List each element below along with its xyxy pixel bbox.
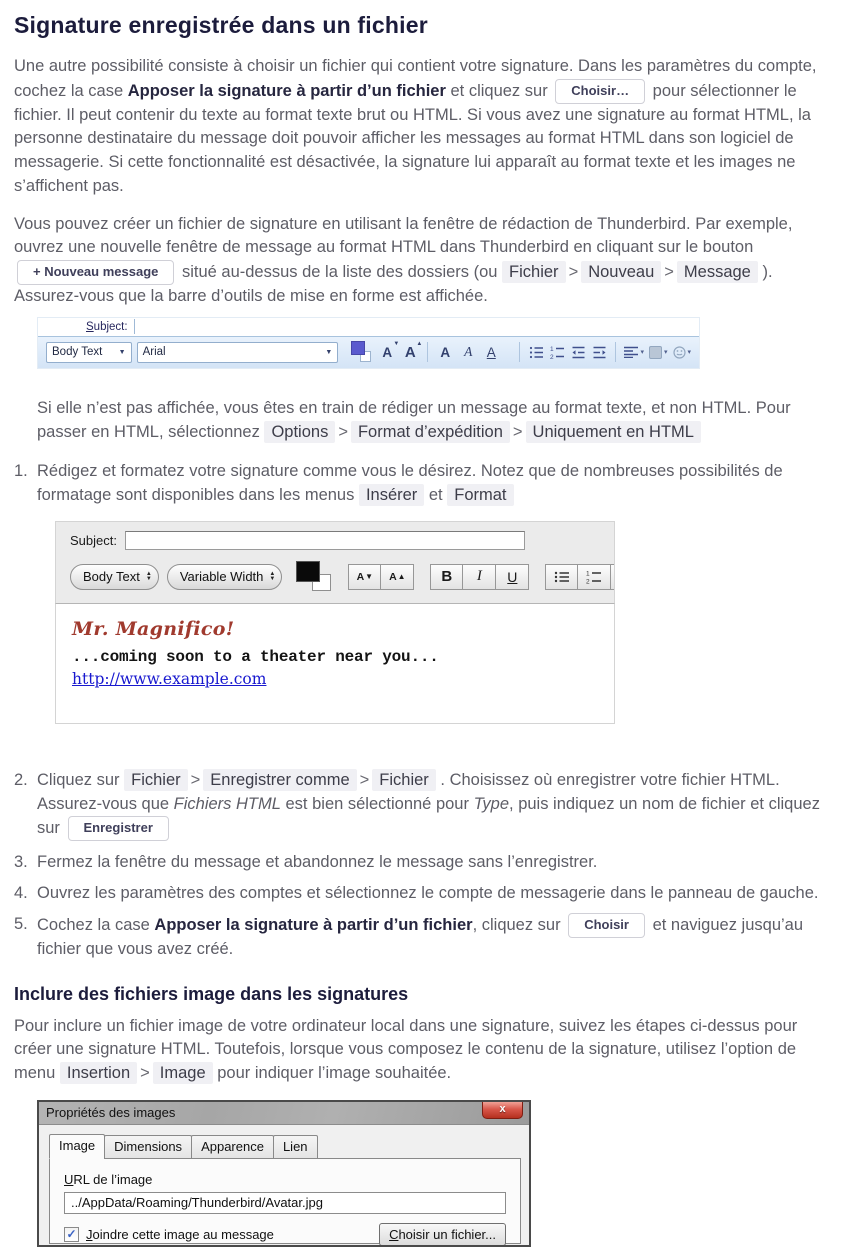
- bold-button[interactable]: B: [430, 564, 463, 590]
- subject-label: Subject:: [86, 320, 128, 333]
- menu-item-chip: Fichier: [372, 769, 436, 791]
- text-run: ). Assurez-vous que la barre d’outils de mise en forme est affichée.: [14, 263, 773, 306]
- chevron-down-icon: ▾: [687, 349, 692, 357]
- font-size-buttons: [348, 564, 414, 590]
- menu-item-chip: Enregistrer comme: [203, 769, 356, 791]
- block-icon: [649, 346, 662, 359]
- tab-lien[interactable]: Lien: [273, 1135, 318, 1159]
- menu-item-chip: Message: [677, 261, 758, 283]
- underline-button[interactable]: A: [486, 344, 496, 360]
- font-value: Variable Width: [179, 569, 264, 585]
- text-run: pour sélectionner le fichier. Il peut contenir du texte au format texte brut ou HTML. Si vous avez une signature au format HTML, la personne destinataire du message doit pouvoir afficher les messages au format HTML dans son logiciel de messagerie. Si cette fonctionnalité est désactivée, la signature lui apparaît au format texte et les images ne s’affichent pas.: [14, 81, 811, 195]
- svg-text:1: 1: [549, 345, 554, 353]
- foreground-color-swatch: [351, 341, 365, 355]
- subject-input[interactable]: [125, 531, 525, 550]
- svg-text:1: 1: [586, 570, 590, 578]
- svg-text:2: 2: [586, 578, 590, 584]
- toolbar-divider: [427, 342, 428, 362]
- chevron-down-icon: ▾: [640, 349, 644, 357]
- paragraph-style-value: Body Text: [83, 569, 140, 585]
- step-number: 4.: [14, 884, 28, 903]
- alignment-dropdown[interactable]: [624, 346, 644, 358]
- text-run: Cochez la case: [37, 915, 155, 934]
- increase-font-size-button[interactable]: A ▲: [381, 564, 414, 590]
- page-title: Signature enregistrée dans un fichier: [14, 12, 428, 38]
- bold-button[interactable]: A: [440, 344, 451, 360]
- increase-font-size-button[interactable]: A ▲: [404, 341, 423, 361]
- arrow-down-icon: ▼: [393, 341, 400, 348]
- choose-file-button[interactable]: Choisir un fichier...: [379, 1223, 506, 1246]
- text-run: , cliquez sur: [472, 915, 566, 934]
- screenshot-windows-compose-toolbar: [37, 317, 700, 369]
- text-run: Fermez la fenêtre du message et abandonnez le message sans l’enregistrer.: [37, 853, 598, 872]
- signature-tagline: ...coming soon to a theater near you...: [72, 647, 439, 666]
- dialog-tabs: [49, 1135, 529, 1159]
- screenshot-image-properties-dialog: [37, 1100, 531, 1247]
- menu-path-separator: >: [512, 422, 523, 441]
- arrow-up-icon: ▲: [397, 572, 406, 582]
- checkbox-checked-icon[interactable]: ✓: [64, 1227, 79, 1242]
- chevron-down-icon: ▼: [325, 348, 333, 356]
- font-select[interactable]: [137, 342, 339, 363]
- menu-item-chip: Options: [264, 421, 335, 443]
- bold-text: Apposer la signature à partir d’un fichier: [154, 915, 473, 934]
- compose-window-chrome: [55, 521, 615, 603]
- arrow-up-icon: ▲: [416, 341, 423, 348]
- menu-item-chip: Nouveau: [581, 261, 661, 283]
- signature-link[interactable]: http://www.example.com: [72, 669, 267, 688]
- decrease-font-size-button[interactable]: A ▼: [382, 341, 400, 360]
- italic-button[interactable]: A: [464, 344, 473, 360]
- step-text: [37, 851, 835, 875]
- text-run: Pour inclure un fichier image de votre ordinateur local dans une signature, suivez les étapes ci-dessus pour créer une signature HTML. Toutefois, lorsque vous composez le contenu de la signature, utilisez l’option de menu: [14, 1016, 798, 1082]
- step-number: 5.: [14, 914, 28, 933]
- text-run: et: [424, 486, 448, 505]
- text-color-picker[interactable]: [351, 341, 373, 363]
- list-buttons: [545, 564, 614, 590]
- stepper-icon: ▲ ▼: [145, 570, 152, 582]
- text-run: , puis indiquez un nom de fichier et cliquez sur: [37, 794, 820, 838]
- image-url-label: URL de l’image: [64, 1171, 153, 1187]
- text-style-buttons: [430, 564, 529, 590]
- dialog-titlebar: [39, 1102, 529, 1125]
- text-run: et cliquez sur: [445, 81, 553, 100]
- text-run: Vous pouvez créer un fichier de signature en utilisant la fenêtre de rédaction de Thunderbird. Par exemple, ouvrez une nouvelle fenêtre de message au format HTML dans Thunderbird en cliquant sur le bouton: [14, 214, 793, 257]
- menu-item-chip: Insertion: [60, 1062, 137, 1084]
- step-text: [37, 913, 835, 962]
- numbered-list-button[interactable]: [578, 564, 611, 590]
- menu-path-separator: >: [359, 770, 370, 789]
- tab-apparence[interactable]: Apparence: [191, 1135, 274, 1159]
- paragraph-style-select[interactable]: [70, 564, 159, 590]
- outdent-icon[interactable]: [570, 344, 586, 361]
- text-run: est bien sélectionné pour: [280, 794, 474, 813]
- text-run: pour indiquer l’image souhaitée.: [212, 1064, 452, 1082]
- font-select[interactable]: [167, 564, 283, 590]
- step-2: [14, 769, 835, 841]
- text-run: Si elle n’est pas affichée, vous êtes en train de rédiger un message au format texte, et non HTML. Pour passer en HTML, sélectionnez: [37, 398, 791, 441]
- choisir-button[interactable]: Choisir…: [555, 79, 645, 104]
- indent-icon[interactable]: [591, 344, 607, 361]
- paragraph-style-value: Body Text: [52, 346, 103, 359]
- image-paragraph: [14, 1015, 835, 1086]
- step-text: [37, 460, 835, 508]
- dialog-title: Propriétés des images: [46, 1105, 176, 1121]
- screenshot-mac-compose-window: [55, 521, 615, 724]
- menu-item-chip: Image: [153, 1062, 213, 1084]
- close-icon[interactable]: x: [482, 1102, 523, 1119]
- menu-item-chip: Fichier: [502, 261, 566, 283]
- insert-object-dropdown[interactable]: [649, 346, 668, 359]
- subject-row: [70, 531, 614, 557]
- step-1: [14, 460, 835, 508]
- section-subtitle: Inclure des fichiers image dans les signatures: [14, 983, 409, 1004]
- step-number: 2.: [14, 770, 28, 789]
- step-text: [37, 882, 835, 906]
- attach-checkbox-label: Joindre cette image au message: [86, 1226, 274, 1242]
- subject-input[interactable]: [135, 318, 699, 336]
- menu-path-separator: >: [568, 263, 579, 282]
- text-run: Cliquez sur: [37, 770, 125, 789]
- chevron-down-icon: ▼: [118, 348, 126, 356]
- nouveau-message-button[interactable]: + Nouveau message: [17, 260, 174, 285]
- text-run: . Choisissez où enregistrer votre fichier HTML. Assurez-vous que: [37, 770, 780, 813]
- step-number: 1.: [14, 462, 28, 481]
- menu-item-chip: Format: [447, 484, 513, 506]
- toolbar-divider: [615, 342, 616, 362]
- text-run: et naviguez jusqu’au fichier que vous avez créé.: [37, 915, 804, 958]
- decrease-font-size-button[interactable]: A ▼: [348, 564, 381, 590]
- tab-image[interactable]: Image: [49, 1134, 105, 1159]
- image-url-input[interactable]: ../AppData/Roaming/Thunderbird/Avatar.jpg: [64, 1192, 506, 1214]
- step-5: [14, 913, 835, 962]
- enregistrer-button[interactable]: Enregistrer: [68, 816, 169, 841]
- smiley-dropdown[interactable]: [673, 346, 692, 359]
- intro-paragraph: [14, 55, 835, 199]
- note-paragraph: [37, 397, 835, 445]
- menu-path-separator: >: [664, 263, 674, 282]
- bullet-list-button[interactable]: [545, 564, 578, 590]
- stepper-icon: ▲ ▼: [269, 570, 276, 582]
- image-tab-panel: [49, 1158, 521, 1244]
- text-run: Rédigez et formatez votre signature comme vous le désirez. Notez que de nombreuses possibilités de formatage sont disponibles dans les menus: [37, 462, 783, 505]
- font-value: Arial: [142, 346, 166, 359]
- message-body-area: [55, 603, 615, 724]
- bullet-list-icon[interactable]: [528, 344, 544, 361]
- menu-path-separator: >: [338, 422, 348, 441]
- text-color-picker[interactable]: [296, 561, 332, 593]
- text-run: Une autre possibilité consiste à choisir un fichier qui contient votre signature. Dans les paramètres du compte, cochez la case: [14, 57, 817, 100]
- formatting-toolbar: [70, 557, 614, 603]
- menu-path-separator: >: [140, 1064, 150, 1082]
- tab-dimensions[interactable]: Dimensions: [104, 1135, 192, 1159]
- italic-text: Fichiers HTML: [173, 794, 281, 813]
- text-run: situé au-dessus de la liste des dossiers (ou: [177, 263, 503, 282]
- menu-item-chip: Fichier: [124, 769, 188, 791]
- bold-text: Apposer la signature à partir d’un fichier: [127, 81, 446, 100]
- step-3: [14, 851, 835, 875]
- indent-button[interactable]: [611, 564, 614, 590]
- menu-path-separator: >: [190, 770, 201, 789]
- formatting-toolbar: [38, 337, 699, 368]
- menu-item-chip: Uniquement en HTML: [526, 421, 701, 443]
- svg-text:2: 2: [549, 353, 554, 360]
- signature-name-line: Mr. Magnifico!: [72, 617, 235, 640]
- step-text: [37, 769, 835, 841]
- paragraph-style-select[interactable]: [46, 342, 132, 363]
- toolbar-divider: [519, 342, 520, 362]
- step-4: [14, 882, 835, 906]
- subject-row: [38, 318, 699, 337]
- attach-checkbox-group: [64, 1227, 274, 1242]
- underline-button[interactable]: U: [496, 564, 529, 590]
- choisir-button-2[interactable]: Choisir: [568, 913, 645, 938]
- italic-button[interactable]: I: [463, 564, 496, 590]
- compose-paragraph: [14, 213, 835, 309]
- menu-item-chip: Insérer: [359, 484, 424, 506]
- italic-text: Type: [473, 794, 510, 813]
- numbered-list-icon[interactable]: [549, 344, 565, 361]
- foreground-color-swatch: [296, 561, 320, 582]
- step-number: 3.: [14, 853, 28, 872]
- menu-item-chip: Format d’expédition: [351, 421, 510, 443]
- arrow-down-icon: ▼: [365, 572, 374, 582]
- subject-label: Subject:: [70, 532, 117, 548]
- chevron-down-icon: ▾: [663, 349, 668, 357]
- attach-row: [64, 1223, 506, 1246]
- text-run: Ouvrez les paramètres des comptes et sélectionnez le compte de messagerie dans le panneau de gauche.: [37, 884, 819, 903]
